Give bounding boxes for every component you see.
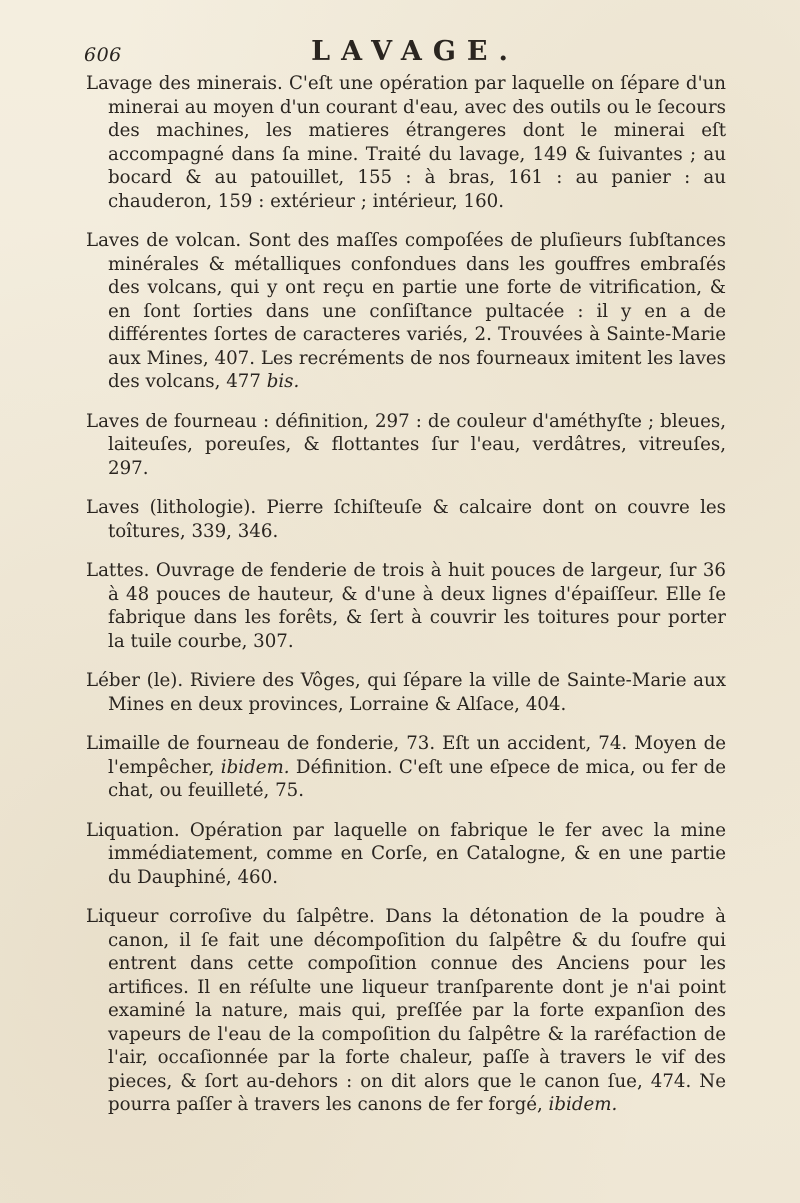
entry-italic: ibidem. [220,756,290,778]
entry-term: Lattes. [86,560,150,581]
entry-term: Léber (le). [86,670,184,691]
entry-liqueur-corrosive [86,905,726,1117]
entry-text: Dans la détonation de la poudre à canon, il ſe fait une décompoſition du ſalpêtre & du ſoufre qui entrent dans cette compoſition connue des Anciens pour les artifices. Il en réſulte une liqueur tranſparente dont je n'ai point examiné la nature, mais qui, preſſée par la forte expanſion des vapeurs de l'eau de la compoſition du ſalpêtre & la raréfaction de l'air, occaſionnée par la forte chaleur, paſſe à travers le vif des pieces, & ſort au-dehors : on dit alors que le canon ſue, 474. Ne pourra paſſer à travers les canons de fer forgé, [108,906,726,1115]
entry-text: définition, 297 : de couleur d'améthyſte ; bleues, laiteuſes, poreuſes, & flottantes ſur l'eau, verdâtres, vitreuſes, 297. [108,410,726,479]
entry-text: Ouvrage de fenderie de trois à huit pouces de largeur, ſur 36 à 48 pouces de hauteur, & d'une à deux lignes d'épaiſſeur. Elle ſe fabrique dans les forêts, & ſert à couvrir les toitures pour porter la tuile courbe, 307. [108,560,726,652]
entry-term: Lavage des minerais. [86,73,283,94]
entry-text: C'eſt une opération par laquelle on ſépare d'un minerai au moyen d'un courant d'eau, avec des outils ou le ſecours des machines, les matieres étrangeres dont le minerai eſt accompagné dans ſa mine. Traité du lavage, 149 & ſuivantes ; au bocard & au patouillet, 155 : à bras, 161 : au panier : au chauderon, 159 : extérieur ; intérieur, 160. [108,73,726,212]
entry-term: Liqueur corroſive du ſalpêtre. [86,906,375,927]
entry-text: Opération par laquelle on fabrique le fer avec la mine immédiatement, comme en Corſe, en Catalogne, & en une partie du Dauphiné, 460. [108,819,726,888]
entry-leber [86,669,726,716]
entry-term: Liquation. [86,819,180,841]
entry-term: Laves de volcan. [86,230,242,251]
entry-term: Laves de fourneau : [86,410,270,432]
running-head: LAVAGE. [311,36,519,67]
page-number: 606 [84,44,122,66]
entry-term: Laves (lithologie). [86,497,257,518]
entry-italic: bis. [266,371,300,392]
entry-lattes [86,559,726,653]
index-entries [86,72,726,1133]
entry-laves-de-fourneau [86,410,726,481]
entry-italic: ibidem. [548,1094,618,1115]
entry-lavage-des-minerais [86,72,726,213]
entry-laves-de-volcan [86,229,726,394]
entry-text: Sont des maſſes compoſées de pluſieurs ſubſtances minérales & métalliques confondues dans les gouffres embraſés des volcans, qui y ont reçu en partie une forte de vitrification, & en ſont ſorties dans une conſiſtance pultacée : il y en a de différentes ſortes de caracteres variés, 2. Trouvées à Sainte-Marie aux Mines, 407. Les recréments de nos fourneaux imitent les laves des volcans, 477 [108,230,726,392]
entry-text-after: Définition. C'eſt une eſpece de mica, ou fer de chat, ou feuilleté, 75. [108,756,727,801]
entry-text: Riviere des Vôges, qui ſépare la ville de Sainte-Marie aux Mines en deux provinces, Lorraine & Alſace, 404. [108,670,726,715]
entry-liquation [86,819,726,890]
entry-text: Pierre ſchiſteuſe & calcaire dont on couvre les toîtures, 339, 346. [108,497,726,542]
entry-laves-lithologie [86,496,726,543]
entry-text: 73. Eſt un accident, 74. Moyen de l'empêcher, [108,733,726,778]
entry-limaille [86,732,726,803]
entry-term: Limaille de fourneau de fonderie, [86,733,400,754]
